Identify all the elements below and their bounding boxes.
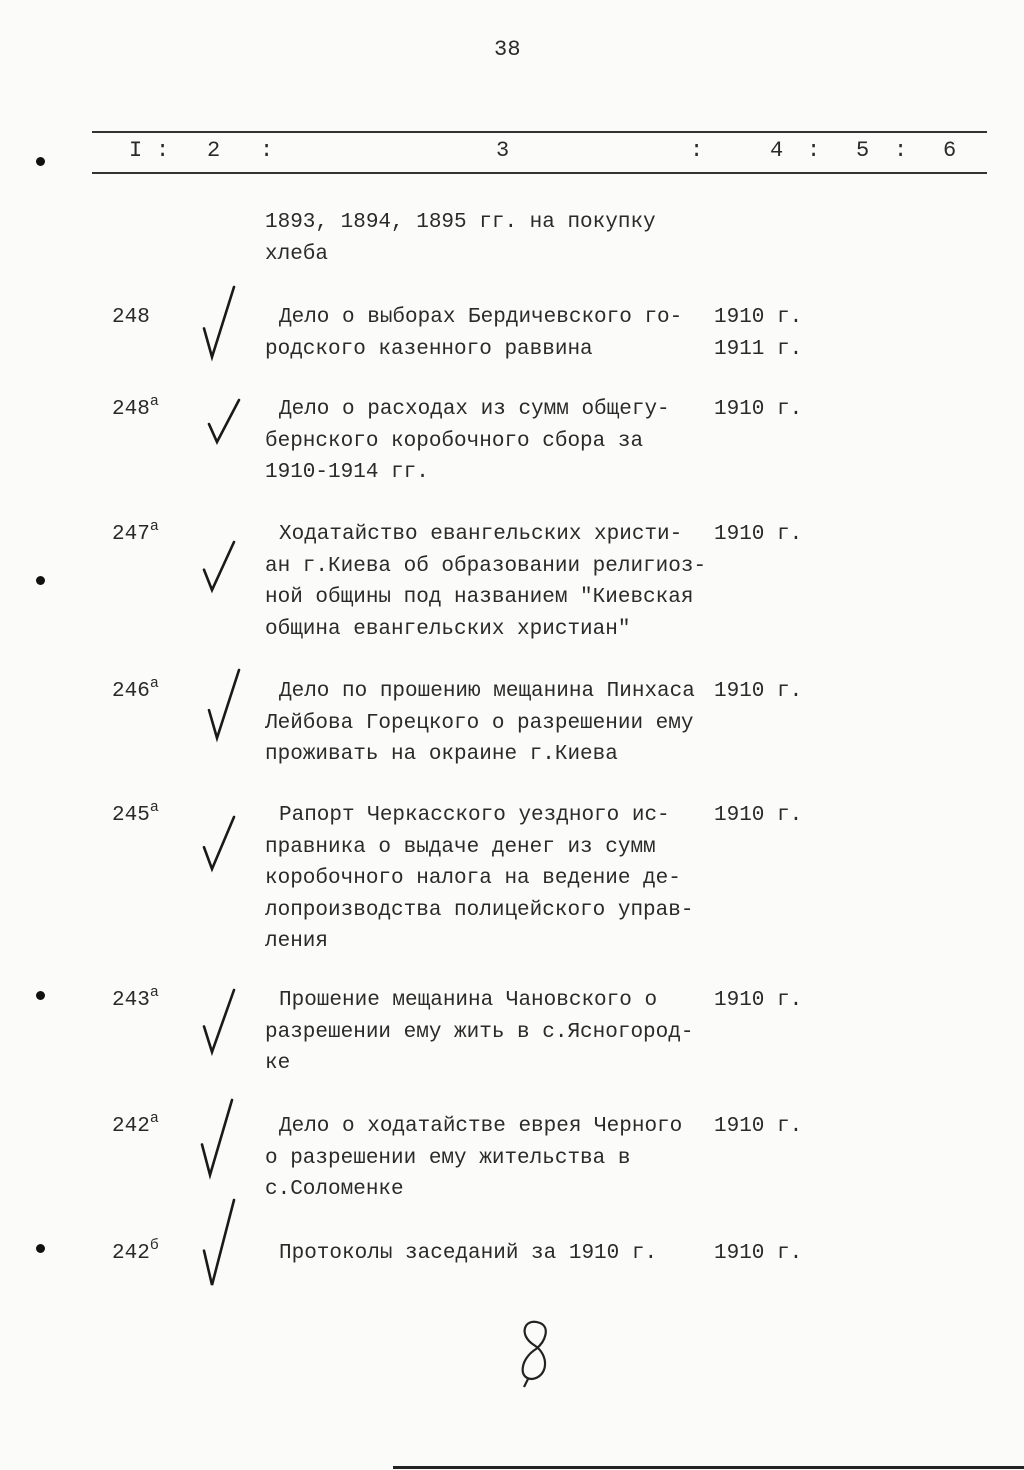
checkmark-icon <box>200 285 240 365</box>
entry-description <box>265 800 693 958</box>
col-1: I <box>129 138 143 163</box>
text-line: о разрешении ему жительства в <box>265 1146 631 1170</box>
date: 1911 г. <box>714 337 803 361</box>
date: 1910 г. <box>714 1115 803 1138</box>
text-line: Дело о выборах Бердичевского го- <box>279 306 683 329</box>
entry-dates <box>714 519 802 551</box>
date: 1910 г. <box>714 523 803 546</box>
checkmark-icon <box>198 1098 238 1183</box>
entry-description <box>265 676 695 771</box>
header-rule-bottom <box>92 172 987 174</box>
checkmark-icon <box>200 815 240 877</box>
text-line: Дело по прошению мещанина Пинхаса <box>279 680 695 703</box>
entry-description <box>265 302 682 365</box>
entry-number-value: 245 <box>112 804 150 827</box>
entry-dates <box>714 394 802 426</box>
text-line: коробочного налога на ведение де- <box>265 867 681 890</box>
checkmark-icon <box>200 540 240 598</box>
entry-number-value: 242 <box>112 1242 150 1265</box>
text-line: ной общины под названием "Киевская <box>265 586 694 609</box>
text-line: Ходатайство евангельских христи- <box>279 523 683 546</box>
entry-number-suffix: а <box>149 518 159 535</box>
date: 1910 г. <box>714 989 803 1012</box>
entry-description <box>265 519 706 645</box>
text-line: проживать на окраине г.Киева <box>265 743 618 766</box>
col-sep: : <box>156 138 170 163</box>
text-line: Протоколы заседаний за 1910 г. <box>279 1242 658 1265</box>
text-line: Дело о ходатайстве еврея Черного <box>279 1115 683 1138</box>
entry-dates <box>714 1111 802 1143</box>
entry-dates <box>714 800 802 832</box>
text-line: родского казенного раввина <box>265 337 593 361</box>
entry-number-value: 242 <box>112 1115 150 1138</box>
checkmark-icon <box>200 1198 240 1293</box>
entry-number-suffix: б <box>149 1237 159 1254</box>
text-line: лопроизводства полицейского управ- <box>265 898 694 922</box>
entry-number <box>112 519 159 551</box>
date: 1910 г. <box>714 1242 803 1265</box>
entry-number <box>112 1238 159 1270</box>
entry-number <box>112 985 159 1017</box>
col-4: 4 <box>770 138 784 163</box>
text-line: ления <box>265 930 329 953</box>
text-line: с.Соломенке <box>265 1178 404 1201</box>
handwritten-sheet-number <box>510 1315 560 1390</box>
punch-hole <box>36 157 45 166</box>
scan-edge <box>393 1466 1024 1469</box>
entry-number-value: 243 <box>112 989 150 1012</box>
text-line: община евангельских христиан" <box>265 617 631 641</box>
entry-number <box>112 676 159 708</box>
checkmark-icon <box>205 668 245 746</box>
text-line: бернского коробочного сбора за <box>265 429 644 453</box>
entry-number-value: 248 <box>112 306 150 329</box>
entry-dates <box>714 676 802 708</box>
entry-number-suffix: а <box>149 393 159 410</box>
entry-number <box>112 800 159 832</box>
text-line: ке <box>265 1052 291 1075</box>
entry-number-suffix: а <box>149 1110 159 1127</box>
date: 1910 г. <box>714 398 803 421</box>
entry-number-value: 247 <box>112 523 150 546</box>
entry-description <box>265 1238 657 1270</box>
page-number: 38 <box>494 37 521 62</box>
header-rule-top <box>92 131 987 133</box>
entry-dates <box>714 985 802 1017</box>
entry-description <box>265 394 670 489</box>
checkmark-icon <box>200 988 240 1060</box>
entry-number <box>112 394 159 426</box>
text-line: Прошение мещанина Чановского о <box>279 989 658 1012</box>
col-sep: : <box>894 138 908 163</box>
text-line: хлеба <box>265 242 329 266</box>
entry-number-suffix: а <box>149 799 159 816</box>
col-6: 6 <box>943 138 957 163</box>
entry-dates <box>714 302 802 365</box>
entry-description <box>265 985 693 1080</box>
text-line: 1910-1914 гг. <box>265 461 429 484</box>
text-line: правника о выдаче денег из сумм <box>265 835 656 859</box>
punch-hole <box>36 991 45 1000</box>
entry-number-suffix: а <box>149 675 159 692</box>
entry-number-value: 246 <box>112 680 150 703</box>
col-2: 2 <box>207 138 221 163</box>
entry-number-value: 248 <box>112 398 150 421</box>
checkmark-icon <box>205 398 245 450</box>
text-line: ан г.Киева об образовании религиоз- <box>265 554 707 578</box>
text-line: Рапорт Черкасского уездного ис- <box>279 804 670 827</box>
col-5: 5 <box>856 138 870 163</box>
text-line: Дело о расходах из сумм общегу- <box>279 398 670 421</box>
date: 1910 г. <box>714 804 803 827</box>
text-line: Лейбова Горецкого о разрешении ему <box>265 711 694 735</box>
col-sep: : <box>260 138 274 163</box>
entry-number <box>112 1111 159 1143</box>
col-sep: : <box>690 138 704 163</box>
continuation-text <box>265 207 656 270</box>
punch-hole <box>36 576 45 585</box>
punch-hole <box>36 1244 45 1253</box>
date: 1910 г. <box>714 680 803 703</box>
entry-dates <box>714 1238 802 1270</box>
entry-number <box>112 302 150 334</box>
col-sep: : <box>807 138 821 163</box>
text-line: 1893, 1894, 1895 гг. на покупку <box>265 211 656 234</box>
text-line: разрешении ему жить в с.Ясногород- <box>265 1020 694 1044</box>
col-3: 3 <box>496 138 510 163</box>
entry-number-suffix: а <box>149 984 159 1001</box>
date: 1910 г. <box>714 306 803 329</box>
entry-description <box>265 1111 682 1206</box>
